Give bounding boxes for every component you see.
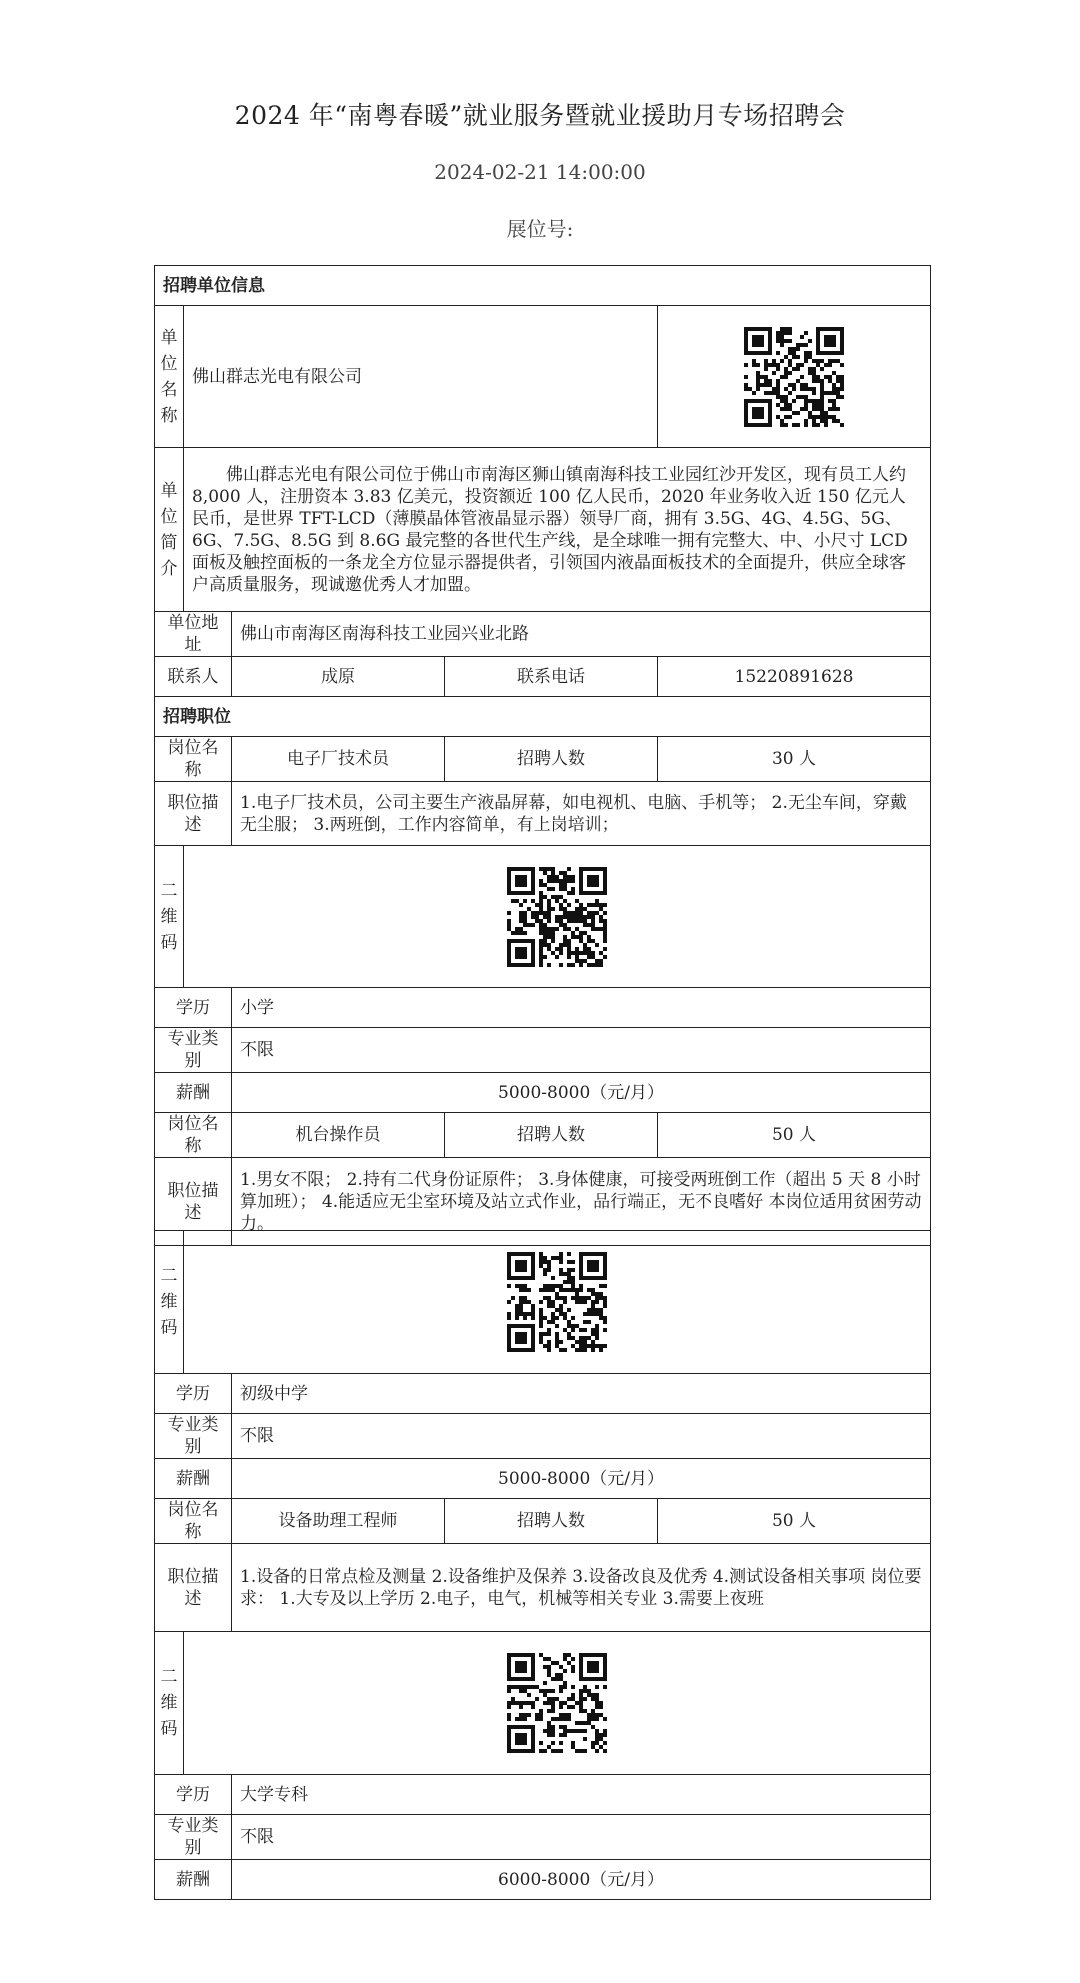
page-title: 2024 年“南粤春暖”就业服务暨就业援助月专场招聘会 <box>234 101 846 130</box>
qr-code-icon <box>507 1653 607 1753</box>
contact-person: 成原 <box>232 657 445 697</box>
major-label: 专业类别 <box>155 1815 232 1860</box>
job-major: 不限 <box>232 1028 931 1073</box>
job-education: 小学 <box>232 988 931 1028</box>
job-education: 初级中学 <box>232 1374 931 1414</box>
job-description: 1.设备的日常点检及测量 2.设备维护及保养 3.设备改良及优秀 4.测试设备相关事项 岗位要求： 1.大专及以上学历 2.电子，电气，机械等相关专业 3.需要上夜班 <box>232 1544 931 1632</box>
salary-label: 薪酬 <box>155 1459 232 1499</box>
qrcode-label: 二维码 <box>155 1632 184 1775</box>
contact-phone: 15220891628 <box>658 657 931 697</box>
job-qr-code[interactable] <box>192 1252 922 1352</box>
company-address: 佛山市南海区南海科技工业园兴业北路 <box>232 612 931 657</box>
qrcode-label: 二维码 <box>155 846 184 988</box>
qr-code-icon <box>507 867 607 967</box>
contact-label: 联系人 <box>155 657 232 697</box>
major-label: 专业类别 <box>155 1028 232 1073</box>
major-label: 专业类别 <box>155 1414 232 1459</box>
job-qr-cell <box>184 1231 931 1374</box>
job-major: 不限 <box>232 1815 931 1860</box>
salary-label: 薪酬 <box>155 1073 232 1113</box>
position-label: 岗位名称 <box>155 1499 232 1544</box>
company-qr-code[interactable] <box>666 327 922 427</box>
headcount-label: 招聘人数 <box>445 1113 658 1158</box>
job-qr-cell <box>184 1632 931 1775</box>
headcount-label: 招聘人数 <box>445 737 658 782</box>
company-name-label: 单位名称 <box>155 306 184 448</box>
job-description: 1.电子厂技术员，公司主要生产液晶屏幕，如电视机、电脑、手机等； 2.无尘车间，穿戴无尘服； 3.两班倒，工作内容简单，有上岗培训； <box>232 782 931 846</box>
job-salary: 5000-8000（元/月） <box>232 1459 931 1499</box>
company-section-title: 招聘单位信息 <box>155 266 931 306</box>
job-education: 大学专科 <box>232 1775 931 1815</box>
education-label: 学历 <box>155 1374 232 1414</box>
qrcode-label: 二维码 <box>155 1231 184 1374</box>
job-salary: 6000-8000（元/月） <box>232 1860 931 1900</box>
job-qr-cell <box>184 846 931 988</box>
job-position: 电子厂技术员 <box>232 737 445 782</box>
phone-label: 联系电话 <box>445 657 658 697</box>
education-label: 学历 <box>155 988 232 1028</box>
company-name: 佛山群志光电有限公司 <box>184 306 658 448</box>
address-label: 单位地址 <box>155 612 232 657</box>
company-qr-cell <box>658 306 931 448</box>
position-label: 岗位名称 <box>155 737 232 782</box>
recruitment-table-part2 <box>154 1230 931 1900</box>
position-label: 岗位名称 <box>155 1113 232 1158</box>
company-intro-label: 单位简介 <box>155 448 184 612</box>
job-position: 机台操作员 <box>232 1113 445 1158</box>
job-qr-code[interactable] <box>192 1653 922 1753</box>
education-label: 学历 <box>155 1775 232 1815</box>
company-intro: 佛山群志光电有限公司位于佛山市南海区狮山镇南海科技工业园红沙开发区，现有员工人约 8,000 人，注册资本 3.83 亿美元，投资额近 100 亿人民币，2020 年业务收入近 150 亿元人民币，是世界 TFT-LCD（薄膜晶体管液晶显示器）领导厂商，拥有 3.5G、4G、4.5G、5G、6G、7.5G、8.5G 到 8.6G 最完整的各世代生产线，是全球唯一拥有完整大、中、小尺寸 LCD 面板及触控面板的一条龙全方位显示器提供者，引领国内液晶面板技术的全面提升，供应全球客户高质量服务，现诚邀优秀人才加盟。 <box>184 448 931 612</box>
job-headcount: 50 人 <box>658 1499 931 1544</box>
job-major: 不限 <box>232 1414 931 1459</box>
description-label: 职位描述 <box>155 782 232 846</box>
salary-label: 薪酬 <box>155 1860 232 1900</box>
job-position: 设备助理工程师 <box>232 1499 445 1544</box>
description-label: 职位描述 <box>155 1544 232 1632</box>
job-description: 1.男女不限； 2.持有二代身份证原件； 3.身体健康，可接受两班倒工作（超出 5 天 8 小时算加班）； 4.能适应无尘室环境及站立式作业，品行端正，无不良嗜好 本岗位适用贫困劳动力。 <box>232 1158 931 1246</box>
headcount-label: 招聘人数 <box>445 1499 658 1544</box>
job-headcount: 30 人 <box>658 737 931 782</box>
jobs-section-title: 招聘职位 <box>155 697 931 737</box>
job-salary: 5000-8000（元/月） <box>232 1073 931 1113</box>
description-label: 职位描述 <box>155 1158 232 1246</box>
qr-code-icon <box>507 1252 607 1352</box>
job-headcount: 50 人 <box>658 1113 931 1158</box>
recruitment-table-part1 <box>154 265 931 1246</box>
qr-code-icon <box>744 327 844 427</box>
job-qr-code[interactable] <box>192 867 922 967</box>
event-datetime: 2024-02-21 14:00:00 <box>434 160 646 184</box>
booth-number-label: 展位号: <box>506 217 574 241</box>
